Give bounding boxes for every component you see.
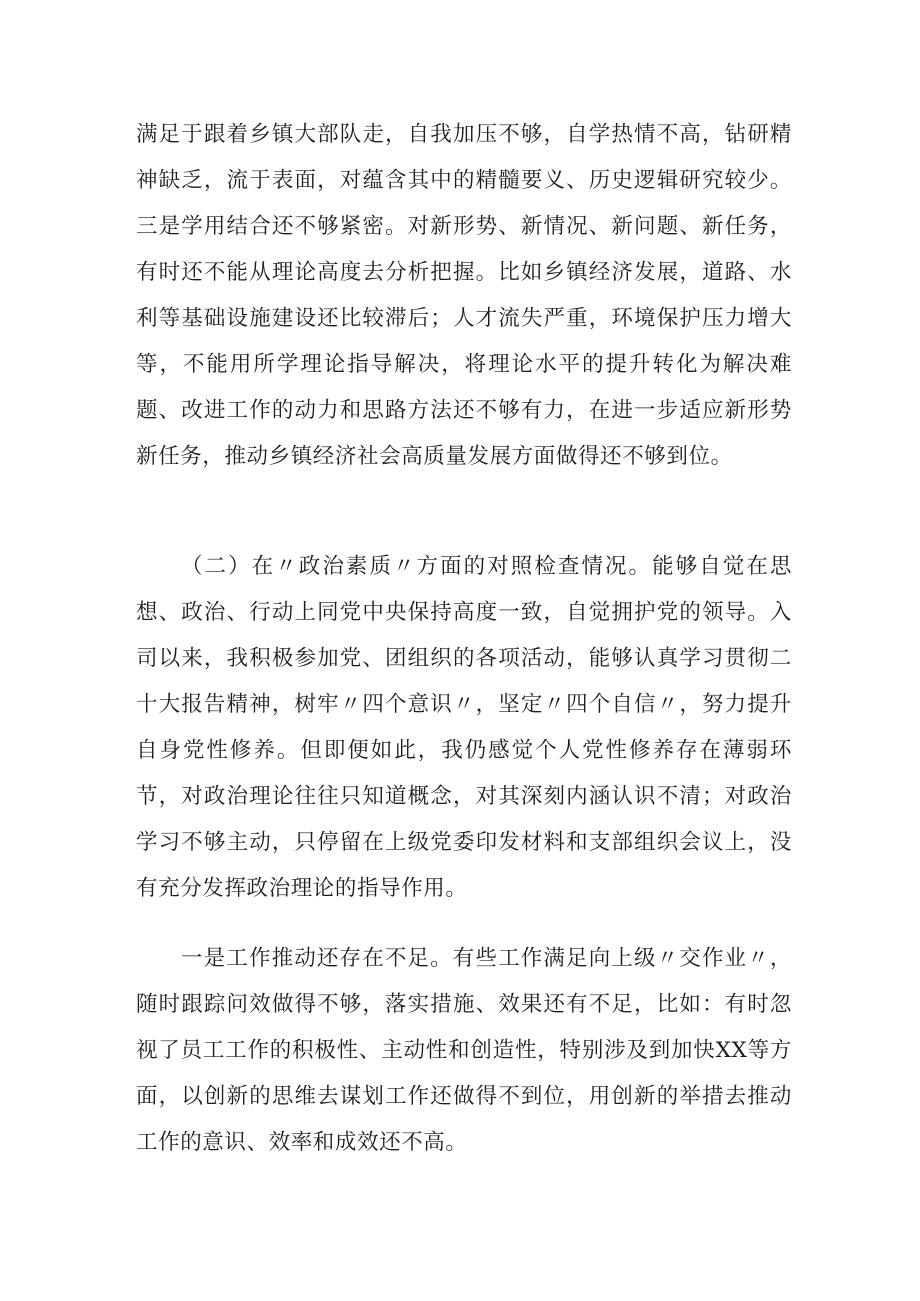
paragraph-political-quality: （二）在〃政治素质〃方面的对照检查情况。能够自觉在思想、政治、行动上同党中央保持高度一致，自觉拥护党的领导。入司以来，我积极参加党、团组织的各项活动，能够认真学习贯彻二十大报告精神，树牢〃四个意识〃，坚定〃四个自信〃，努力提升自身党性修养。但即便如此，我仍感觉个人党性修养存在薄弱环节，对政治理论往往只知道概念，对其深刻内涵认识不清；对政治学习不够主动，只停留在上级党委印发材料和支部组织会议上，没有充分发挥政治理论的指导作用。: [136, 554, 792, 901]
paragraph-block-2: [136, 544, 792, 912]
paragraph-work-promotion: 一是工作推动还存在不足。有些工作满足向上级〃交作业〃，随时跟踪问效做得不够，落实措施、效果还有不足，比如：有时忽视了员工工作的积极性、主动性和创造性，特别涉及到加快XX等方面，以创新的思维去谋划工作还做得不到位，用创新的举措去推动工作的意识、效率和成效还不高。: [136, 946, 792, 1155]
paragraph-continuation: 满足于跟着乡镇大部队走，自我加压不够，自学热情不高，钻研精神缺乏，流于表面，对蕴含其中的精髓要义、历史逻辑研究较少。三是学用结合还不够紧密。对新形势、新情况、新问题、新任务，有时还不能从理论高度去分析把握。比如乡镇经济发展，道路、水利等基础设施建设还比较滞后；人才流失严重，环境保护压力增大等，不能用所学理论指导解决，将理论水平的提升转化为解决难题、改进工作的动力和思路方法还不够有力，在进一步适应新形势新任务，推动乡镇经济社会高质量发展方面做得还不够到位。: [136, 122, 792, 469]
paragraph-block-1: [136, 112, 792, 480]
paragraph-block-3: [136, 936, 792, 1166]
